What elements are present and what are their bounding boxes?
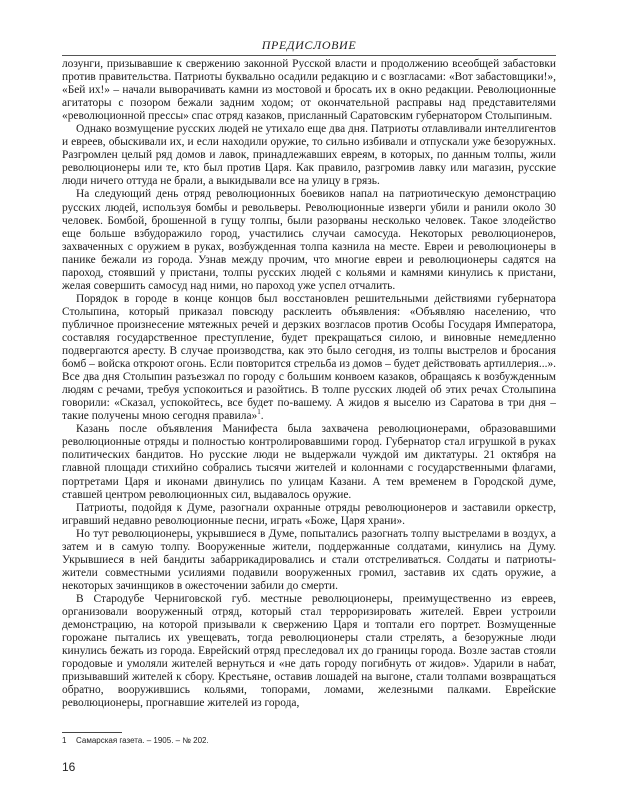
paragraph-4-text: Порядок в городе в конце концов был восстановлен решительными действиями губернатора Столыпина, который приказал повсюду расклеить объявления: «Объявляю населению, что публичное произнесение мятежных речей и дерзких возгласов против Особы Государя Императора, составляя государственное преступление, будет прекращаться силою, и виновные немедленно подвергаются аресту. В случае производства, как это было сегодня, из толпы выстрелов и бросания бомб – войска откроют огонь. Если повторится стрельба из домов – будет действовать артиллерия...». Все два дня Столыпин разъезжал по городу с большим конвоем казаков, обращаясь к возбужденным людям с речами, требуя успокоиться и разойтись. В толпе русских людей об этих речах Столыпина говорили: «Сказал, успокойтесь, все будет по-вашему. А жидов я выселю из Саратова в три дня – такие получены мною сегодня правила» [62, 292, 556, 423]
page-number: 16 [62, 760, 76, 774]
paragraph-5: Казань после объявления Манифеста была захвачена революционерами, образовавшими революционные отряды и полностью контролировавшими город. Губернатор стал игрушкой в руках политических бандитов. Но русские люди не выдержали чуждой им диктатуры. 21 октября на главной площади стихийно собрались тысячи жителей и колоннами с государственными флагами, портретами Царя и иконами двинулись по улицам Казани. А тем временем в Городской думе, ставшей центром революционных сил, выдавалось оружие. [62, 423, 556, 501]
paragraph-1: лозунги, призывавшие к свержению законной Русской власти и продолжению всеобщей забастовки против правительства. Патриоты буквально осадили редакцию и с возгласами: «Вот забастовщики!», «Бей их!» – начали выворачивать камни из мостовой и бросать их в окно редакции. Революционные агитаторы с позором бежали задним ходом; от окончательной расправы над представителями «революционной прессы» спас отряд казаков, присланный Саратовским губернатором Столыпиным. [62, 58, 556, 123]
body-text [62, 58, 556, 710]
paragraph-7: Но тут революционеры, укрывшиеся в Думе, попытались разогнать толпу выстрелами в воздух, а затем и в самую толпу. Вооруженные жители, поддержанные солдатами, кинулись на Думу. Укрывшиеся в ней бандиты забаррикадировались и стали отстреливаться. Солдаты и патриоты-жители совместными усилиями подавили вооруженных громил, заставив их сдать оружие, а некоторых зачинщиков в ожесточении забили до смерти. [62, 527, 556, 592]
header-rule [62, 55, 556, 56]
paragraph-4: Порядок в городе в конце концов был восстановлен решительными действиями губернатора Столыпина, который приказал повсюду расклеить объявления: «Объявляю населению, что публичное произнесение мятежных речей и дерзких возгласов против Особы Государя Императора, составляя государственное преступление, будет прекращаться силою, и виновные немедленно подвергаются аресту. В случае производства, как это было сегодня, из толпы выстрелов и бросания бомб – войска откроют огонь. Если повторится стрельба из домов – будет действовать артиллерия...». Все два дня Столыпин разъезжал по городу с большим конвоем казаков, обращаясь к возбужденным людям с речами, требуя успокоиться и разойтись. В толпе русских людей об этих речах Столыпина говорили: «Сказал, успокойтесь, все будет по-вашему. А жидов я выселю из Саратова в три дня – такие получены мною сегодня правила»$^1$. [62, 292, 556, 423]
footnote [62, 736, 556, 746]
footnote-rule [62, 732, 122, 733]
footnote-text: Самарская газета. – 1905. – № 202. [76, 736, 209, 745]
paragraph-2: Однако возмущение русских людей не утихало еще два дня. Патриоты отлавливали интеллигентов и евреев, обыскивали их, и если находили оружие, то сильно избивали и отпускали уже безоружных. Разгромлен целый ряд домов и лавок, принадлежавших евреям, в которых, по данным толпы, жили революционеры или те, кто был против Царя. Как правило, разгромив лавку или магазин, русские люди ничего оттуда не брали, а выкидывали все на улицу в грязь. [62, 123, 556, 188]
paragraph-3: На следующий день отряд революционных боевиков напал на патриотическую демонстрацию русских людей, используя бомбы и револьверы. Революционные изверги убили и ранили около 30 человек. Бомбой, брошенной в гущу толпы, были разорваны несколько человек. Такое злодейство еще больше взбудоражило город, участились случаи самосуда. Некоторых революционеров, захваченных с оружием в руках, возбужденная толпа казнила на месте. Евреи и революционеры в панике бежали из города. Узнав между прочим, что многие евреи и революционеры садятся на пароход, стоявший у пристани, толпы русских людей с кольями и камнями кинулись к пристани, желая совершить самосуд над ними, но пароход уже успел отчалить. [62, 188, 556, 292]
footnote-reference[interactable]: 1 [257, 408, 261, 417]
paragraph-8: В Стародубе Черниговской губ. местные революционеры, преимущественно из евреев, организовали вооруженный отряд, который стал терроризировать жителей. Евреи устроили демонстрацию, на которой призывали к свержению Царя и топтали его портрет. Возмущенные горожане пытались их увещевать, тогда революционеры стали стрелять, а безоружные люди кинулись бежать из города. Еврейский отряд преследовал их до границы города. Возле застав стояли городовые и умоляли жителей вернуться и «не дать городу погибнуть от жидов». Ударили в набат, призывавший жителей к сбору. Крестьяне, оставив лошадей на выгоне, стали толпами возвращаться обратно, вооружившись кольями, топорами, ломами, железными палками. Еврейские революционеры, прогнавшие жителей из города, [62, 592, 556, 710]
running-header: ПРЕДИСЛОВИЕ [261, 38, 357, 52]
paragraph-6: Патриоты, подойдя к Думе, разогнали охранные отряды революционеров и заставили оркестр, игравший недавно революционные песни, играть «Боже, Царя храни». [62, 501, 556, 527]
footnote-number: 1 [62, 736, 67, 745]
